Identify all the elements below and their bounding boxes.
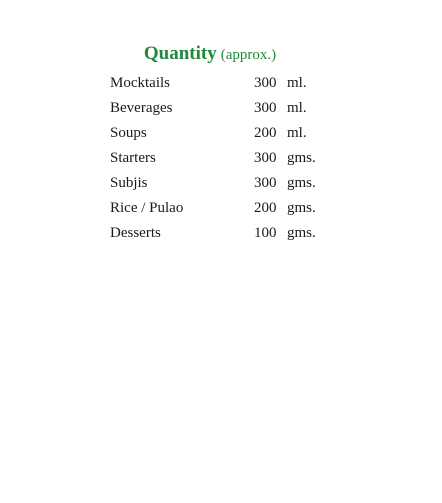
list-item-desserts xyxy=(110,221,340,246)
item-unit: gms. xyxy=(287,150,316,166)
item-unit: ml. xyxy=(287,75,307,91)
quantity-heading xyxy=(0,43,420,65)
item-name: Starters xyxy=(110,150,156,166)
list-item-starters xyxy=(110,146,340,171)
heading-note: (approx.) xyxy=(220,47,277,63)
list-item-soups xyxy=(110,121,340,146)
item-unit: gms. xyxy=(287,225,316,241)
item-amount: 300 xyxy=(254,175,277,191)
item-amount: 200 xyxy=(254,200,277,216)
list-item-rice-pulao xyxy=(110,196,340,221)
list-item-subjis xyxy=(110,171,340,196)
item-amount: 300 xyxy=(254,75,277,91)
item-name: Beverages xyxy=(110,100,173,116)
item-unit: ml. xyxy=(287,125,307,141)
heading-title: Quantity xyxy=(143,43,217,64)
item-name: Subjis xyxy=(110,175,148,191)
item-name: Desserts xyxy=(110,225,161,241)
item-unit: gms. xyxy=(287,200,316,216)
item-amount: 300 xyxy=(254,150,277,166)
item-amount: 100 xyxy=(254,225,277,241)
item-name: Soups xyxy=(110,125,147,141)
list-item-mocktails xyxy=(110,71,340,96)
item-name: Mocktails xyxy=(110,75,170,91)
item-amount: 300 xyxy=(254,100,277,116)
item-unit: ml. xyxy=(287,100,307,116)
item-amount: 200 xyxy=(254,125,277,141)
list-item-beverages xyxy=(110,96,340,121)
item-unit: gms. xyxy=(287,175,316,191)
item-name: Rice / Pulao xyxy=(110,200,184,216)
quantity-list xyxy=(110,71,340,246)
